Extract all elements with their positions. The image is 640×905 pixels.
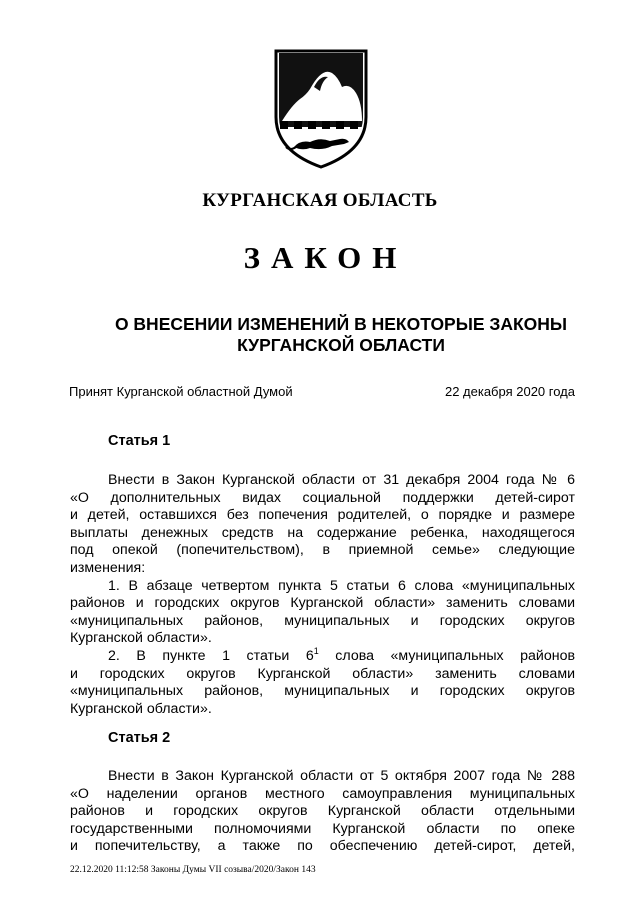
paragraph-line: 1. В абзаце четвертом пункта 5 статьи 6 слова «муниципальных [108,577,575,594]
paragraph-line: «муниципальных районов, муниципальных и городских округов [70,612,575,629]
paragraph-line: «О наделении органов местного самоуправления муниципальных [70,785,575,802]
article-2-heading: Статья 2 [108,730,171,746]
law-title [0,314,640,356]
paragraph-line: районов и городских округов Курганской области» заменить словами [70,595,575,612]
paragraph-line: выплаты денежных средств на содержание ребенка, находящегося [70,524,575,541]
item-2-start: 2. В пункте 1 статьи 6 [108,647,314,664]
superscript-number: 1 [313,645,319,656]
paragraph-line: под опекой (попечительством), в приемной семье» следующие [70,542,575,559]
adoption-date: 22 декабря 2020 года [444,384,575,399]
paragraph-line: районов и городских округов Курганской области отдельными [70,803,575,820]
article-2-body [70,768,575,856]
paragraph-line: Курганской области». [70,630,212,647]
document-type: ЗАКОН [243,240,408,275]
adopted-by: Принят Курганской областной Думой [69,384,293,399]
paragraph-line: и попечительству, а также по обеспечению детей-сирот, детей, [70,838,575,855]
coat-of-arms-kurgan-region [270,47,372,169]
law-title-line-2: КУРГАНСКОЙ ОБЛАСТИ [237,335,445,355]
item-2-end: слова «муниципальных районов [318,647,575,664]
article-1-body [70,472,575,718]
document-footer: 22.12.2020 11:12:58 Законы Думы VII созыва/2020/Закон 143 [70,865,316,875]
law-title-line-1: О ВНЕСЕНИИ ИЗМЕНЕНИЙ В НЕКОТОРЫЕ ЗАКОНЫ [114,314,568,334]
paragraph-line [70,645,575,666]
article-1-heading: Статья 1 [108,433,171,449]
paragraph-line: Внести в Закон Курганской области от 5 октября 2007 года № 288 [108,768,575,784]
paragraph-line: Внести в Закон Курганской области от 31 декабря 2004 года № 6 [108,472,575,488]
paragraph-line: и детей, оставшихся без попечения родителей, о порядке и размере [70,507,575,524]
paragraph-line: «О дополнительных видах социальной поддержки детей-сирот [70,489,575,506]
paragraph-line: Курганской области». [70,700,212,717]
paragraph-line: государственными полномочиями Курганской области по опеке [70,820,575,837]
region-name: КУРГАНСКАЯ ОБЛАСТЬ [202,190,438,211]
paragraph-line: и городских округов Курганской области» заменить словами [70,665,575,682]
adoption-line [69,384,575,399]
paragraph-line: изменения: [70,559,146,576]
paragraph-line: «муниципальных районов, муниципальных и городских округов [70,683,575,700]
